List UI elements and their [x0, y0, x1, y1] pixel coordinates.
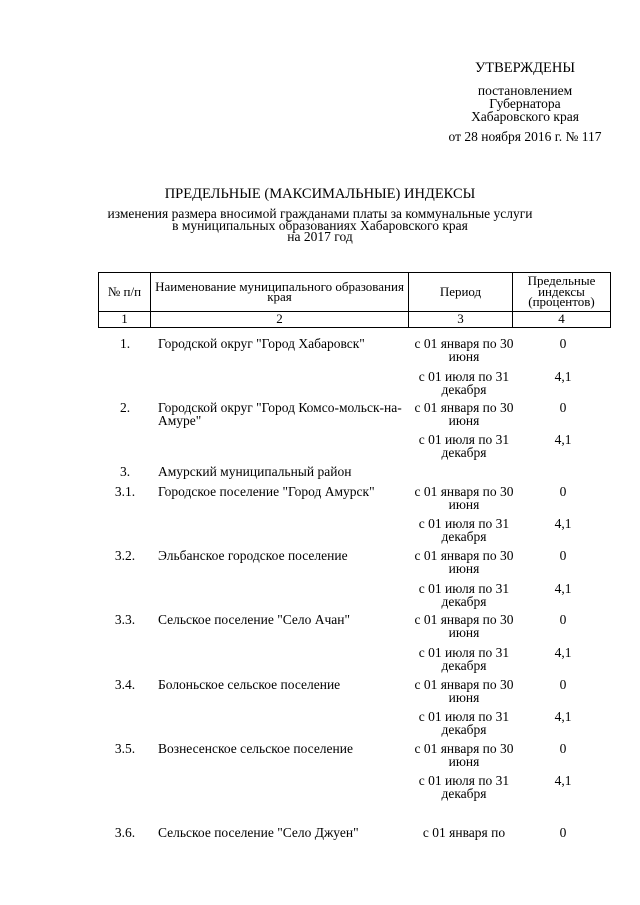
row-name: Эльбанское городское поселение — [158, 548, 348, 563]
row-period: с 01 января по 30 июня — [414, 677, 514, 705]
row-index: 0 — [559, 612, 567, 627]
header-name: Наименование муниципального образования края — [151, 273, 409, 312]
row-period: с 01 июля по 31 декабря — [418, 773, 510, 801]
row-index: 0 — [559, 400, 567, 415]
document-title: ПРЕДЕЛЬНЫЕ (МАКСИМАЛЬНЫЕ) ИНДЕКСЫ — [164, 186, 476, 202]
header-period: Период — [409, 273, 513, 312]
approval-heading: УТВЕРЖДЕНЫ — [474, 60, 576, 76]
row-index: 4,1 — [554, 581, 572, 596]
row-index: 0 — [559, 548, 567, 563]
subtitle-line: изменения размера вносимой гражданами платы за коммунальные услуги — [107, 206, 533, 221]
row-index: 0 — [559, 677, 567, 692]
row-number: 3. — [119, 464, 131, 479]
column-number: 1 — [99, 312, 151, 328]
row-index: 0 — [559, 741, 567, 756]
row-number: 2. — [119, 400, 131, 415]
column-number: 2 — [151, 312, 409, 328]
column-number: 3 — [409, 312, 513, 328]
header-index: Предельные индексы (процентов) — [513, 273, 611, 312]
row-index: 4,1 — [554, 369, 572, 384]
row-index: 0 — [559, 484, 567, 499]
row-name: Сельское поселение "Село Джуен" — [158, 825, 359, 840]
approval-date: от 28 ноября 2016 г. № 117 — [448, 129, 602, 144]
row-period: с 01 июля по 31 декабря — [418, 645, 510, 673]
row-period: с 01 июля по 31 декабря — [418, 516, 510, 544]
row-period: с 01 января по 30 июня — [414, 400, 514, 428]
approval-line: Хабаровского края — [471, 109, 579, 124]
row-index: 4,1 — [554, 432, 572, 447]
row-name: Городской округ "Город Хабаровск" — [158, 336, 365, 351]
row-number: 3.3. — [114, 612, 136, 627]
row-index: 4,1 — [554, 516, 572, 531]
row-name: Городской округ "Город Комсо-мольск-на-Амуре" — [158, 400, 402, 428]
row-number: 3.6. — [114, 825, 136, 840]
row-period: с 01 января по 30 июня — [414, 548, 514, 576]
row-name: Амурский муниципальный район — [158, 464, 352, 479]
column-number: 4 — [513, 312, 611, 328]
row-number: 3.4. — [114, 677, 136, 692]
row-period: с 01 января по 30 июня — [414, 484, 514, 512]
subtitle-line: в муниципальных образованиях Хабаровского края — [172, 217, 468, 233]
row-period: с 01 января по 30 июня — [414, 741, 514, 769]
row-index: 4,1 — [554, 709, 572, 724]
row-period: с 01 июля по 31 декабря — [418, 432, 510, 460]
row-number: 3.5. — [114, 741, 136, 756]
row-period: с 01 июля по 31 декабря — [418, 369, 510, 397]
row-index: 4,1 — [554, 773, 572, 788]
row-name: Сельское поселение "Село Ачан" — [158, 612, 351, 627]
row-name: Городское поселение "Город Амурск" — [158, 484, 375, 499]
row-period: с 01 января по 30 июня — [414, 612, 514, 640]
subtitle-line: на 2017 год — [287, 229, 353, 244]
approval-line: постановлением — [477, 83, 573, 98]
row-period: с 01 января по — [422, 825, 506, 840]
row-number: 3.2. — [114, 548, 136, 563]
row-period: с 01 января по 30 июня — [414, 336, 514, 364]
approval-line: Губернатора — [489, 96, 561, 111]
row-index: 0 — [559, 825, 567, 840]
row-number: 1. — [119, 336, 131, 351]
row-period: с 01 июля по 31 декабря — [418, 581, 510, 609]
row-index: 4,1 — [554, 645, 572, 660]
row-name: Болоньское сельское поселение — [158, 677, 341, 692]
row-period: с 01 июля по 31 декабря — [418, 709, 510, 737]
header-num: № п/п — [99, 273, 151, 312]
row-number: 3.1. — [114, 484, 136, 499]
row-index: 0 — [559, 336, 567, 351]
row-name: Вознесенское сельское поселение — [158, 741, 353, 756]
